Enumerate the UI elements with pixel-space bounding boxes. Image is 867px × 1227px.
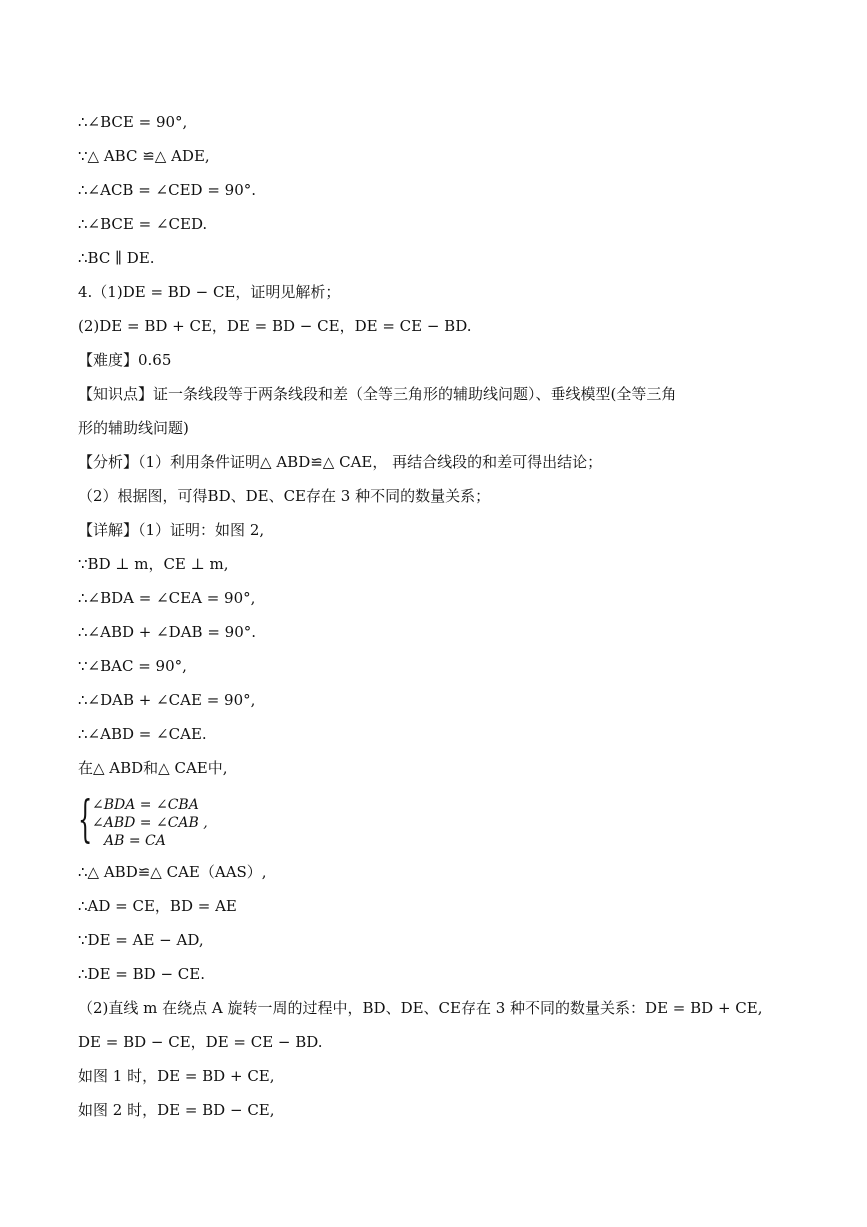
text-line: 在△ ABD和△ CAE中,: [78, 759, 228, 777]
text-line: ∴∠BCE = ∠CED.: [78, 215, 208, 233]
text-line: 形的辅助线问题): [78, 419, 189, 437]
system-line-1: ∠BDA = ∠CBA: [92, 797, 199, 813]
system-line-2: ∠ABD = ∠CAB ,: [92, 815, 208, 831]
text-line: ∵△ ABC ≌△ ADE,: [78, 147, 210, 165]
text-line: 【详解】（1）证明：如图 2,: [78, 521, 265, 539]
text-line: （2）根据图，可得BD、DE、CE存在 3 种不同的数量关系；: [78, 487, 491, 505]
text-line: （2)直线 m 在绕点 A 旋转一周的过程中，BD、DE、CE存在 3 种不同的数量关系：DE = BD + CE,: [78, 999, 763, 1017]
text-line: ∴∠ACB = ∠CED = 90°.: [78, 181, 257, 199]
text-line: ∴∠ABD = ∠CAE.: [78, 725, 207, 743]
left-brace: {: [78, 790, 93, 848]
text-line: 4.（1)DE = BD − CE，证明见解析；: [78, 283, 341, 301]
text-line: (2)DE = BD + CE，DE = BD − CE，DE = CE − BD.: [78, 317, 472, 335]
text-line: 【难度】0.65: [78, 351, 172, 369]
text-line: 【知识点】证一条线段等于两条线段和差（全等三角形的辅助线问题）、垂线模型(全等三角: [78, 385, 677, 403]
system-line-3: AB = CA: [104, 833, 166, 849]
text-line: ∴BC ∥ DE.: [78, 249, 155, 267]
text-line: ∵∠BAC = 90°,: [78, 657, 187, 675]
text-line: ∵DE = AE − AD,: [78, 931, 204, 949]
text-line: ∴∠BCE = 90°,: [78, 113, 188, 131]
text-line: ∴∠ABD + ∠DAB = 90°.: [78, 623, 257, 641]
text-line: 【分析】（1）利用条件证明△ ABD≌△ CAE， 再结合线段的和差可得出结论；: [78, 453, 603, 471]
equation-system: [78, 792, 218, 854]
text-line: ∵BD ⊥ m，CE ⊥ m,: [78, 555, 229, 573]
text-line: ∴△ ABD≌△ CAE（AAS）,: [78, 863, 267, 881]
text-line: DE = BD − CE，DE = CE − BD.: [78, 1033, 323, 1051]
text-line: ∴AD = CE，BD = AE: [78, 897, 237, 915]
text-line: 如图 1 时，DE = BD + CE,: [78, 1067, 275, 1085]
text-line: ∴∠DAB + ∠CAE = 90°,: [78, 691, 256, 709]
text-line: ∴DE = BD − CE.: [78, 965, 205, 983]
text-line: 如图 2 时，DE = BD − CE,: [78, 1101, 275, 1119]
text-line: ∴∠BDA = ∠CEA = 90°,: [78, 589, 256, 607]
